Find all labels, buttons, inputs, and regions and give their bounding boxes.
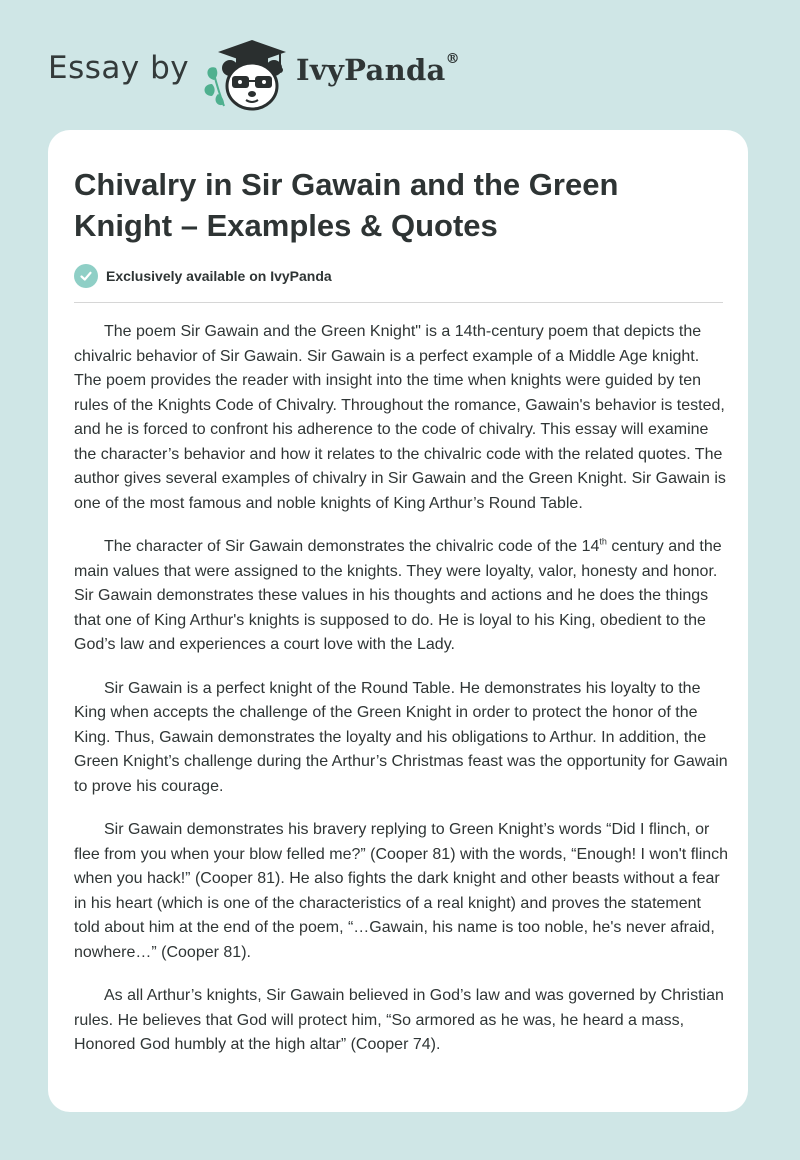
- paragraph: Sir Gawain demonstrates his bravery replying to Green Knight’s words “Did I flinch, or flee from you when your blow felled me?” (Cooper 81) with the words, “Enough! I won't flinch when you hack!” (Cooper 81). He also fights the dark knight and other beasts without a fear in his heart (which is one of the characteristics of a real knight) and proves the statement told about him at the end of the poem, “…Gawain, his name is too noble, he's never afraid, nowhere…” (Cooper 81).: [74, 821, 729, 961]
- divider: [74, 302, 723, 303]
- brand-name: IvyPanda: [296, 53, 446, 87]
- exclusive-badge-label: Exclusively available on IvyPanda: [106, 268, 332, 284]
- essay-body: [74, 320, 729, 1077]
- site-header: [0, 0, 800, 120]
- essay-by-label: Essay by: [48, 50, 190, 86]
- paragraph: [74, 535, 729, 658]
- paragraph: Sir Gawain is a perfect knight of the Round Table. He demonstrates his loyalty to the King when accepts the challenge of the Green Knight in order to protect the honor of the King. Thus, Gawain demonstrates the loyalty and his obligations to Arthur. In addition, the Green Knight’s challenge during the Arthur’s Christmas feast was the opportunity for Gawain to prove his courage.: [74, 679, 728, 795]
- panda-logo-icon[interactable]: [200, 34, 290, 114]
- brand-logo-text[interactable]: [296, 53, 460, 87]
- exclusive-badge: [74, 264, 332, 288]
- ordinal-suffix: th: [599, 536, 607, 547]
- paragraph: The poem Sir Gawain and the Green Knight" is a 14th-century poem that depicts the chivalric behavior of Sir Gawain. Sir Gawain is a perfect example of a Middle Age knight. The poem provides the reader with insight into the time when knights were guided by ten rules of the Knights Code of Chivalry. Throughout the romance, Gawain's behavior is tested, and he is forced to confront his adherence to the code of chivalry. This essay will examine the character’s behavior and how it relates to the chivalric code with the related quotes. The author gives several examples of chivalry in Sir Gawain and the Green Knight. Sir Gawain is one of the most famous and noble knights of King Arthur’s Round Table.: [74, 323, 726, 512]
- registered-mark: ®: [445, 51, 460, 68]
- checkmark-icon: [74, 264, 98, 288]
- essay-title: Chivalry in Sir Gawain and the Green Knight – Examples & Quotes: [74, 167, 619, 243]
- essay-card: [48, 130, 748, 1112]
- paragraph: As all Arthur’s knights, Sir Gawain believed in God’s law and was governed by Christian rules. He believes that God will protect him, “So armored as he was, he heard a mass, Honored God humbly at the high altar” (Cooper 74).: [74, 987, 724, 1053]
- paragraph-text: century and the main values that were assigned to the knights. They were loyalty, valor, honesty and honor. Sir Gawain demonstrates these values in his thoughts and actions and he does the things that one of King Arthur's knights is supposed to do. He is loyal to his King, obedient to the God’s law and experiences a court love with the Lady.: [74, 538, 722, 653]
- paragraph-text: The character of Sir Gawain demonstrates the chivalric code of the 14: [104, 538, 600, 555]
